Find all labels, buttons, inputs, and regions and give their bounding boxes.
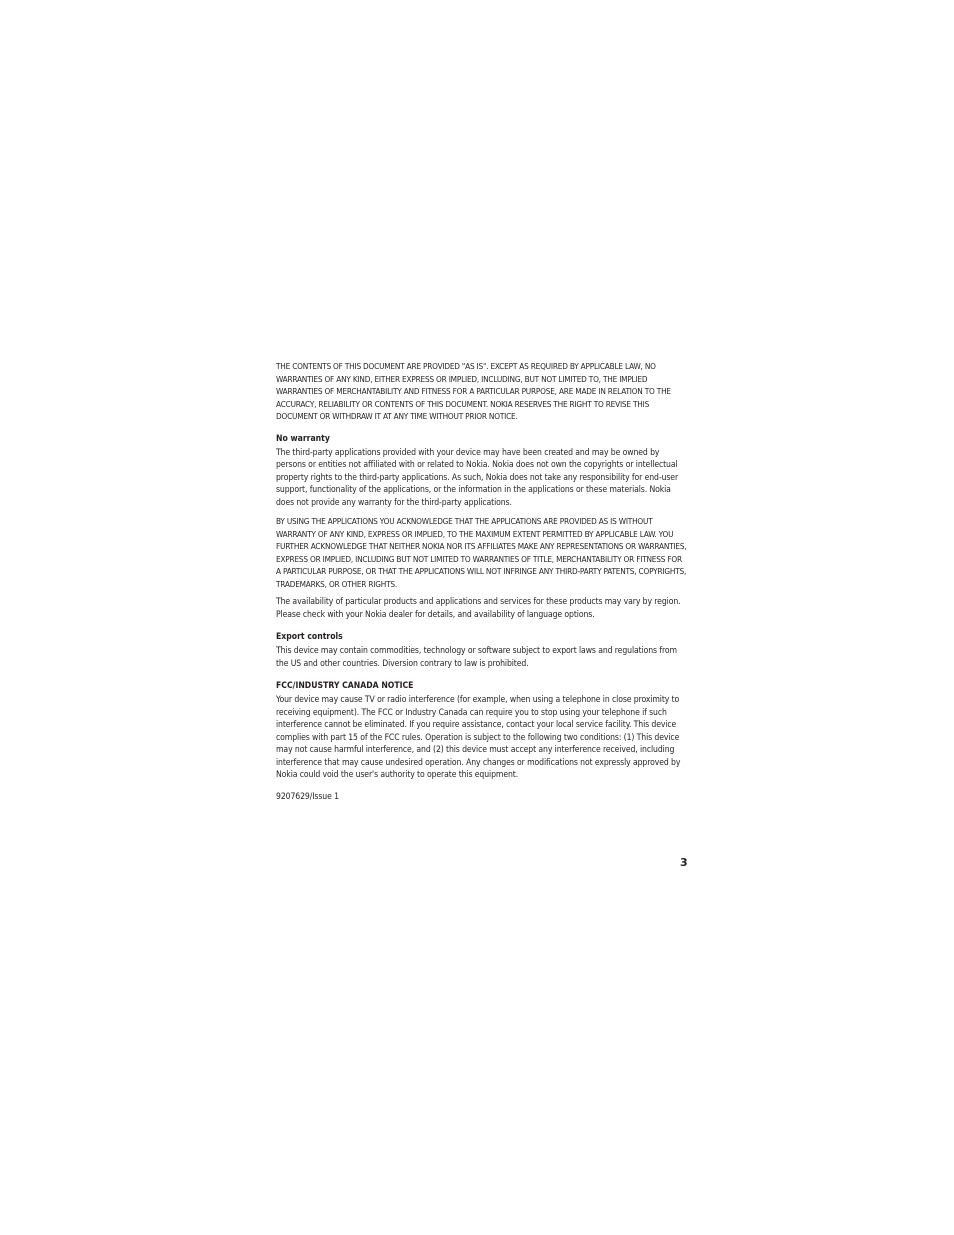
no-warranty-paragraph: The third-party applications provided with your device may have been created and may be owned by persons or entities not affiliated with or related to Nokia. Nokia does not own the copyrights or intellectual property rights to the third-party applications. As such, Nokia does not take any responsibility for end-user support, functionality of the applications, or the information in the applications or these materials. Nokia does not provide any warranty for the third-party applications.: [276, 447, 679, 508]
export-controls-paragraph: This device may contain commodities, technology or software subject to export laws and regulations from the US and other countries. Diversion contrary to law is prohibited.: [276, 646, 677, 669]
no-warranty-heading: No warranty: [276, 433, 330, 444]
export-controls-heading: Export controls: [276, 632, 343, 642]
no-warranty-acknowledgement: BY USING THE APPLICATIONS YOU ACKNOWLEDGE THAT THE APPLICATIONS ARE PROVIDED AS IS WITHOUT WARRANTY OF ANY KIND, EXPRESS OR IMPLIED, TO THE MAXIMUM EXTENT PERMITTED BY APPLICABLE LAW. YOU FURTHER ACKNOWLEDGE THAT NEITHER NOKIA NOR ITS AFFILIATES MAKE ANY REPRESENTATIONS OR WARRANTIES, EXPRESS OR IMPLIED, INCLUDING BUT NOT LIMITED TO WARRANTIES OF TITLE, MERCHANTABILITY OR FITNESS FOR A PARTICULAR PURPOSE, OR THAT THE APPLICATIONS WILL NOT INFRINGE ANY THIRD-PARTY PATENTS, COPYRIGHTS, TRADEMARKS, OR OTHER RIGHTS.: [276, 516, 687, 589]
document-body: [276, 360, 688, 803]
availability-paragraph: The availability of particular products and applications and services for these products may vary by region. Please check with your Nokia dealer for details, and availability of language options.: [276, 597, 681, 620]
fcc-notice-heading: FCC/INDUSTRY CANADA NOTICE: [276, 681, 414, 691]
issue-code: 9207629/Issue 1: [276, 791, 339, 802]
page-number: 3: [680, 856, 688, 869]
fcc-notice-paragraph: Your device may cause TV or radio interference (for example, when using a telephone in close proximity to receiving equipment). The FCC or Industry Canada can require you to stop using your telephone if such interference cannot be eliminated. If you require assistance, contact your local service facility. This device complies with part 15 of the FCC rules. Operation is subject to the following two conditions: (1) This device may not cause harmful interference, and (2) this device must accept any interference received, including interference that may cause undesired operation. Any changes or modifications not expressly approved by Nokia could void the user's authority to operate this equipment.: [276, 695, 681, 780]
disclaimer-intro: THE CONTENTS OF THIS DOCUMENT ARE PROVIDED "AS IS". EXCEPT AS REQUIRED BY APPLICABLE LAW, NO WARRANTIES OF ANY KIND, EITHER EXPRESS OR IMPLIED, INCLUDING, BUT NOT LIMITED TO, THE IMPLIED WARRANTIES OF MERCHANTABILITY AND FITNESS FOR A PARTICULAR PURPOSE, ARE MADE IN RELATION TO THE ACCURACY, RELIABILITY OR CONTENTS OF THIS DOCUMENT. NOKIA RESERVES THE RIGHT TO REVISE THIS DOCUMENT OR WITHDRAW IT AT ANY TIME WITHOUT PRIOR NOTICE.: [276, 361, 671, 421]
